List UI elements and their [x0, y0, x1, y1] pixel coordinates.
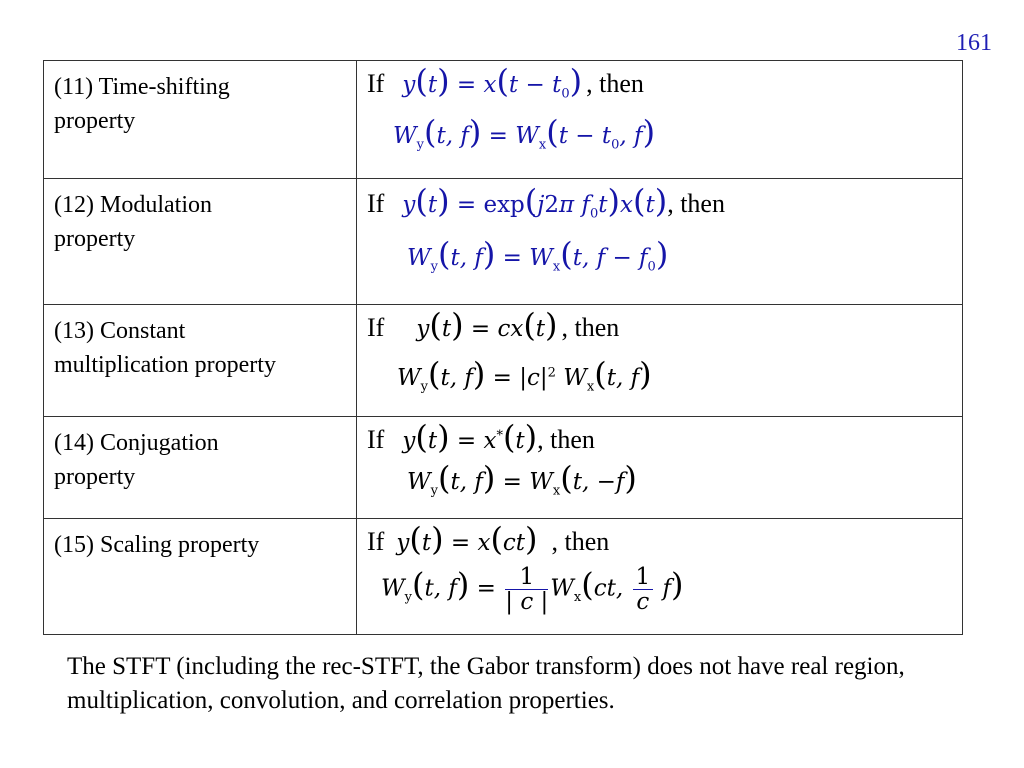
table-row [44, 61, 963, 179]
condition-line [367, 418, 595, 456]
result-formula: $W_y(t$, $f) = |c|^2$ $W_x(t$, f) [397, 355, 652, 395]
condition-formula: y(t) = x(ct) [396, 520, 538, 558]
condition-formula: $y(t) = x(t - t_0)$ [402, 62, 583, 102]
property-name-cell [44, 417, 357, 519]
condition-formula: y(t) = x*(t) [402, 418, 538, 456]
result-formula: $W_y(t$, $f) = W_x(t$, −f) [407, 459, 637, 499]
fraction-one-over-c: $\frac{1}{c}$ [633, 565, 654, 614]
property-name-cont: multiplication property [54, 352, 276, 378]
condition-formula: y(t) = cx(t) [416, 306, 558, 344]
if-label: If [367, 69, 385, 98]
property-name: (13) Constant [54, 318, 186, 344]
page-number: 161 [956, 30, 992, 56]
then-label: , then [667, 189, 725, 218]
condition-formula: y(t) = exp(j2π $f_0t)x(t)$ [402, 182, 668, 222]
result-formula: $W_y(t$, $f) = W_x(t - t_0$, f) [393, 113, 656, 153]
result-formula: $W_y(t$, $f) = W_x(t$, $f - f_0$) [407, 235, 669, 275]
condition-line [367, 182, 725, 222]
then-label: , then [551, 527, 610, 556]
condition-line [367, 306, 620, 344]
table-row [44, 519, 963, 635]
properties-table [43, 60, 963, 635]
if-label: If [367, 425, 385, 454]
formula-cell [357, 417, 963, 519]
if-label: If [367, 527, 385, 556]
property-name: (12) Modulation [54, 192, 212, 218]
property-name: (14) Conjugation [54, 430, 219, 456]
formula-cell [357, 61, 963, 179]
then-label: , then [561, 313, 620, 342]
then-label: , then [586, 69, 644, 98]
condition-line [367, 520, 610, 558]
formula-cell [357, 305, 963, 417]
property-name: (15) Scaling property [54, 532, 260, 558]
fraction-one-over-abs-c: $\frac{1}{| c |}$ [505, 564, 549, 615]
property-name-cont: property [54, 464, 136, 490]
property-name-cont: property [54, 226, 136, 252]
result-formula: $W_y(t$, f) = $\frac{1}{| c |}$ $W_x(ct$, $\frac{1}{c}$ f) [381, 564, 684, 615]
property-name: (11) Time-shifting [54, 74, 230, 100]
formula-cell [357, 179, 963, 305]
property-name-cont: property [54, 108, 136, 134]
table-row [44, 417, 963, 519]
if-label: If [367, 189, 385, 218]
property-name-cell [44, 519, 357, 635]
property-name-cell [44, 305, 357, 417]
then-label: , then [537, 425, 595, 454]
table-row [44, 305, 963, 417]
property-name-cell [44, 61, 357, 179]
if-label: If [367, 313, 385, 342]
formula-cell [357, 519, 963, 635]
property-name-cell [44, 179, 357, 305]
condition-line [367, 62, 644, 102]
table-row [44, 179, 963, 305]
footnote: The STFT (including the rec-STFT, the Gabor transform) does not have real region, multiplication, convolution, and correlation properties. [67, 653, 905, 714]
